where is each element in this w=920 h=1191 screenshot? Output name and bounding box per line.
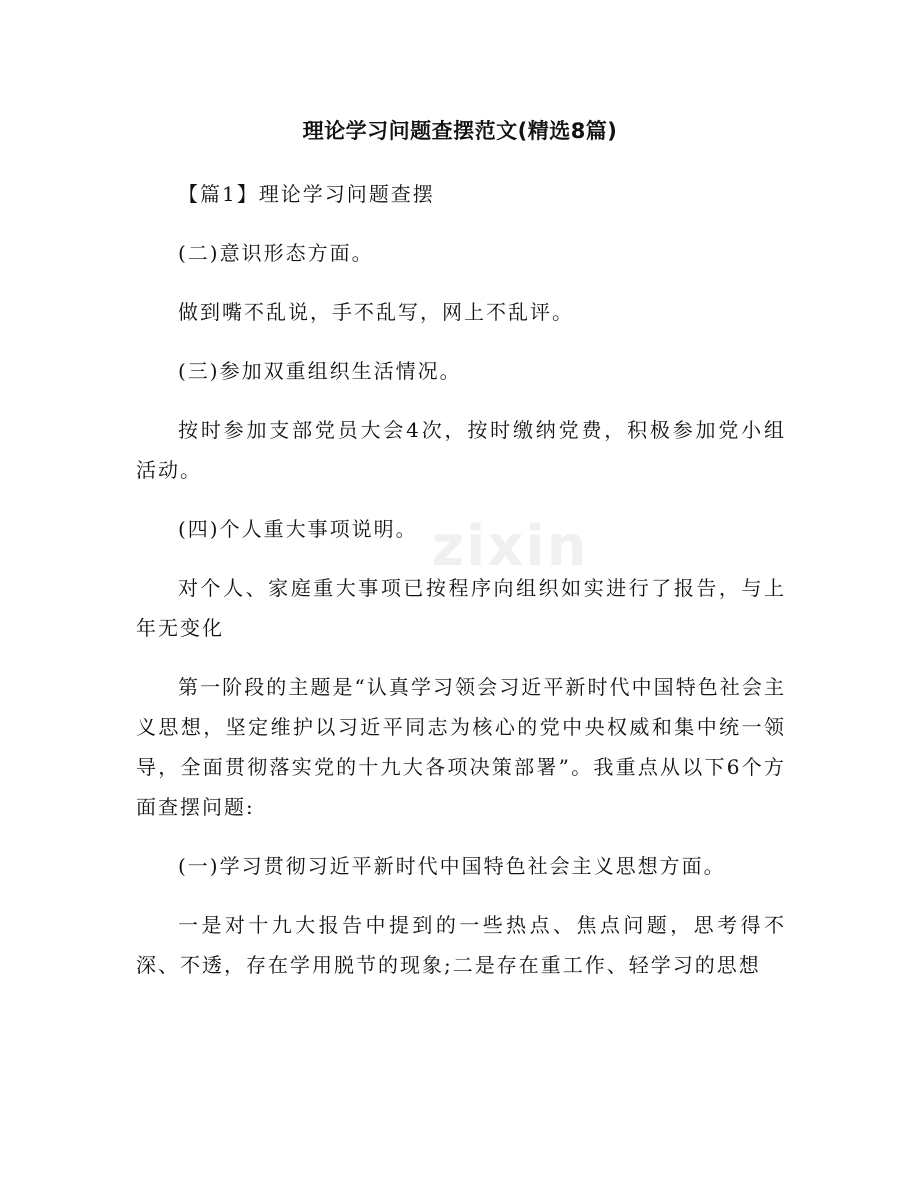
paragraph-study-heading: (一)学习贯彻习近平新时代中国特色社会主义思想方面。: [178, 854, 726, 878]
paragraph-personal-text: 对个人、家庭重大事项已按程序向组织如实进行了报告，与上年无变化: [136, 576, 786, 640]
paragraph-ideology-text: 做到嘴不乱说，手不乱写，网上不乱评。: [178, 300, 574, 324]
paragraph-gap: [136, 332, 786, 351]
paragraph-organization-text: 按时参加支部党员大会4次，按时缴纳党费，积极参加党小组活动。: [136, 418, 786, 482]
paragraph-gap: [136, 214, 786, 233]
paragraph-ideology-heading: (二)意识形态方面。: [178, 241, 374, 265]
paragraph-gap: [136, 490, 786, 509]
watermark: zixin: [431, 514, 589, 579]
paragraph-gap: [136, 391, 786, 410]
paragraph-personal-heading: (四)个人重大事项说明。: [178, 517, 418, 541]
paragraph-section-1-heading: 【篇1】理论学习问题查摆: [178, 182, 435, 206]
paragraph-gap: [136, 273, 786, 292]
paragraph-gap: [136, 886, 786, 905]
paragraph-gap: [136, 648, 786, 667]
paragraph-stage-theme: 第一阶段的主题是“认真学习领会习近平新时代中国特色社会主义思想，坚定维护以习近平同志为核心的党中央权威和集中统一领导，全面贯彻落实党的十九大各项决策部署”。我重点从以下6个方面查摆问题:: [136, 675, 786, 819]
document-title: 理论学习问题查摆范文(精选8篇): [302, 119, 618, 143]
paragraph-study-text: 一是对十九大报告中提到的一些热点、焦点问题，思考得不深、不透，存在学用脱节的现象;二是存在重工作、轻学习的思想: [136, 913, 786, 977]
paragraph-gap: [136, 549, 786, 568]
paragraph-gap: [136, 827, 786, 846]
paragraph-organization-heading: (三)参加双重组织生活情况。: [178, 359, 462, 383]
document-body: [136, 174, 786, 985]
